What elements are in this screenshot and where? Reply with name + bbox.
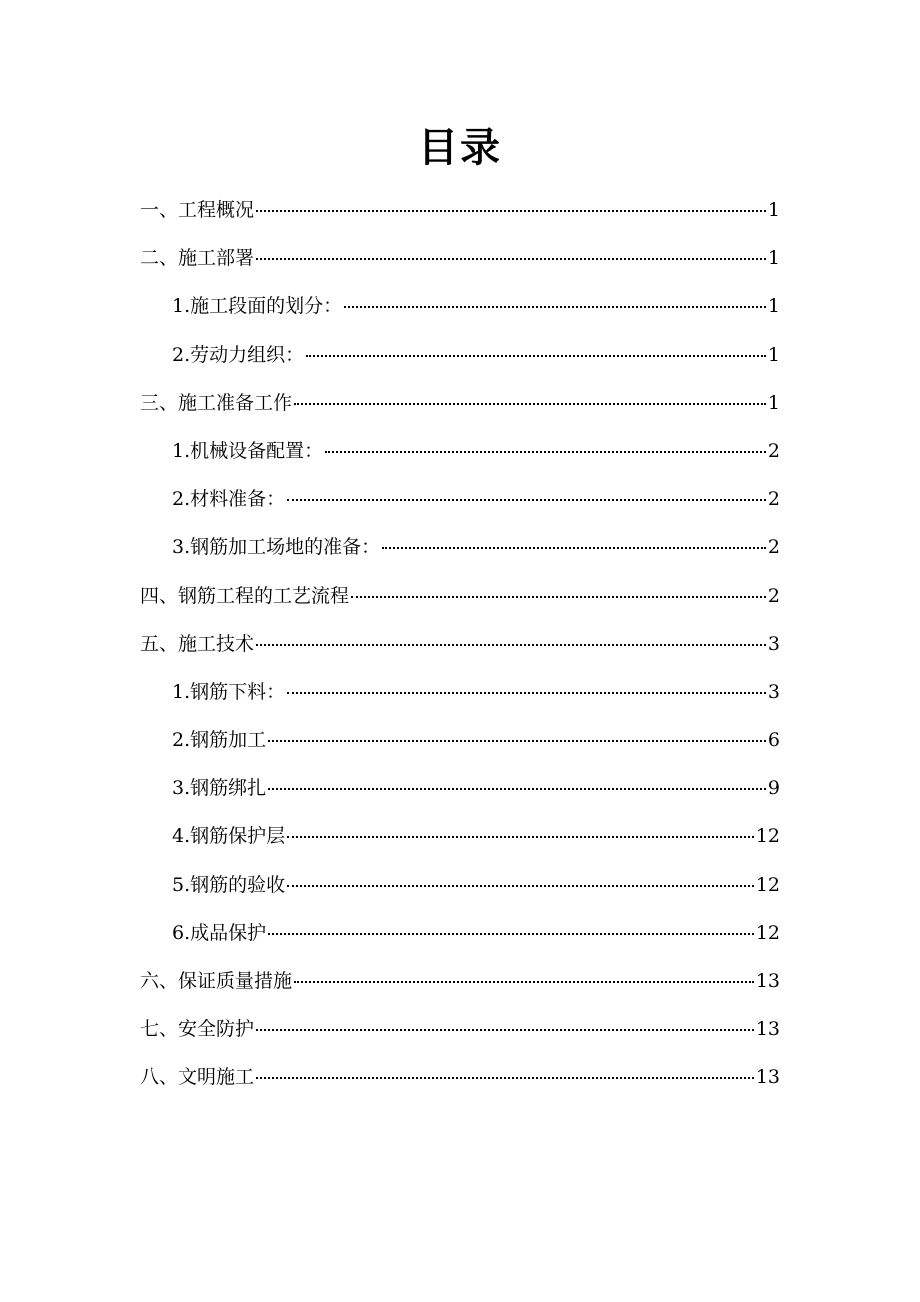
toc-dot-leader	[256, 644, 766, 646]
toc-entry[interactable]	[0, 234, 920, 282]
toc-entry[interactable]	[0, 1005, 920, 1053]
toc-entry-text: 七、安全防护	[140, 1018, 255, 1041]
toc-entry-text: 2.材料准备：	[172, 488, 286, 511]
toc-entry[interactable]	[0, 186, 920, 234]
toc-entry-page-number: 13	[755, 1066, 780, 1089]
toc-entry[interactable]	[0, 764, 920, 812]
toc-entry-text: 1.施工段面的划分：	[172, 295, 343, 318]
toc-entry[interactable]	[0, 716, 920, 764]
toc-dot-leader	[382, 547, 766, 549]
toc-entry-page-number: 2	[767, 439, 780, 462]
toc-dot-leader	[256, 210, 766, 212]
toc-entry-text: 八、文明施工	[140, 1066, 255, 1089]
toc-dot-leader	[287, 836, 754, 838]
toc-entry[interactable]	[0, 861, 920, 909]
toc-entry-text: 6.成品保护	[172, 921, 267, 944]
toc-dot-leader	[325, 451, 766, 453]
toc-entry-text: 2.钢筋加工	[172, 729, 267, 752]
toc-entry[interactable]	[0, 379, 920, 427]
toc-entry-text: 2.劳动力组织：	[172, 343, 305, 366]
toc-entry-page-number: 2	[767, 488, 780, 511]
toc-entry[interactable]	[0, 427, 920, 475]
toc-dot-leader	[344, 306, 766, 308]
toc-entry-text: 五、施工技术	[140, 632, 255, 655]
toc-entry-page-number: 12	[755, 873, 780, 896]
toc-entry-text: 3.钢筋加工场地的准备：	[172, 536, 381, 559]
toc-entry[interactable]	[0, 282, 920, 330]
toc-entry-text: 5.钢筋的验收	[172, 873, 286, 896]
toc-entry[interactable]	[0, 909, 920, 957]
toc-entry[interactable]	[0, 523, 920, 571]
toc-dot-leader	[287, 692, 766, 694]
toc-entry-page-number: 1	[767, 199, 780, 221]
toc-dot-leader	[256, 258, 766, 260]
toc-entry-text: 三、施工准备工作	[140, 391, 293, 414]
toc-entry[interactable]	[0, 1053, 920, 1101]
toc-entry-page-number: 13	[755, 970, 780, 992]
toc-entry[interactable]	[0, 620, 920, 668]
toc-entry-page-number: 6	[767, 729, 780, 752]
toc-dot-leader	[287, 499, 766, 501]
toc-dot-leader	[351, 596, 766, 598]
toc-entry[interactable]	[0, 668, 920, 716]
toc-entry-page-number: 1	[767, 343, 780, 366]
toc-entry-text: 4.钢筋保护层	[172, 825, 286, 848]
toc-entry-page-number: 3	[767, 680, 780, 703]
toc-entry-text: 四、钢筋工程的工艺流程	[140, 584, 350, 607]
toc-entry[interactable]	[0, 812, 920, 860]
toc-entry-page-number: 2	[767, 584, 780, 607]
toc-dot-leader	[268, 788, 766, 790]
toc-title: 目录	[418, 125, 502, 171]
toc-entry-page-number: 12	[755, 825, 780, 848]
toc-entry-page-number: 2	[767, 536, 780, 559]
toc-dot-leader	[306, 355, 766, 357]
toc-entry-text: 1.机械设备配置：	[172, 439, 324, 462]
toc-entry[interactable]	[0, 957, 920, 1005]
toc-entry-text: 六、保证质量措施	[140, 970, 293, 992]
toc-dot-leader	[268, 740, 766, 742]
toc-dot-leader	[287, 885, 754, 887]
toc-entry[interactable]	[0, 572, 920, 620]
toc-dot-leader	[256, 1077, 754, 1079]
toc-entry-page-number: 12	[755, 921, 780, 944]
toc-entry-page-number: 1	[767, 295, 780, 318]
toc-dot-leader	[294, 403, 766, 405]
toc-entry-page-number: 9	[767, 777, 780, 800]
toc-entry-page-number: 1	[767, 391, 780, 414]
toc-entry-text: 一、工程概况	[140, 199, 255, 221]
toc-entry-page-number: 13	[755, 1018, 780, 1041]
toc-dot-leader	[256, 1029, 754, 1031]
toc-entry[interactable]	[0, 475, 920, 523]
toc-entry-text: 二、施工部署	[140, 247, 255, 270]
toc-entry-page-number: 1	[767, 247, 780, 270]
toc-dot-leader	[268, 933, 754, 935]
toc-entry-page-number: 3	[767, 632, 780, 655]
toc-entry-text: 1.钢筋下料：	[172, 680, 286, 703]
toc-list	[0, 186, 920, 1102]
toc-entry-text: 3.钢筋绑扎	[172, 777, 267, 800]
toc-dot-leader	[294, 981, 754, 983]
toc-entry[interactable]	[0, 331, 920, 379]
